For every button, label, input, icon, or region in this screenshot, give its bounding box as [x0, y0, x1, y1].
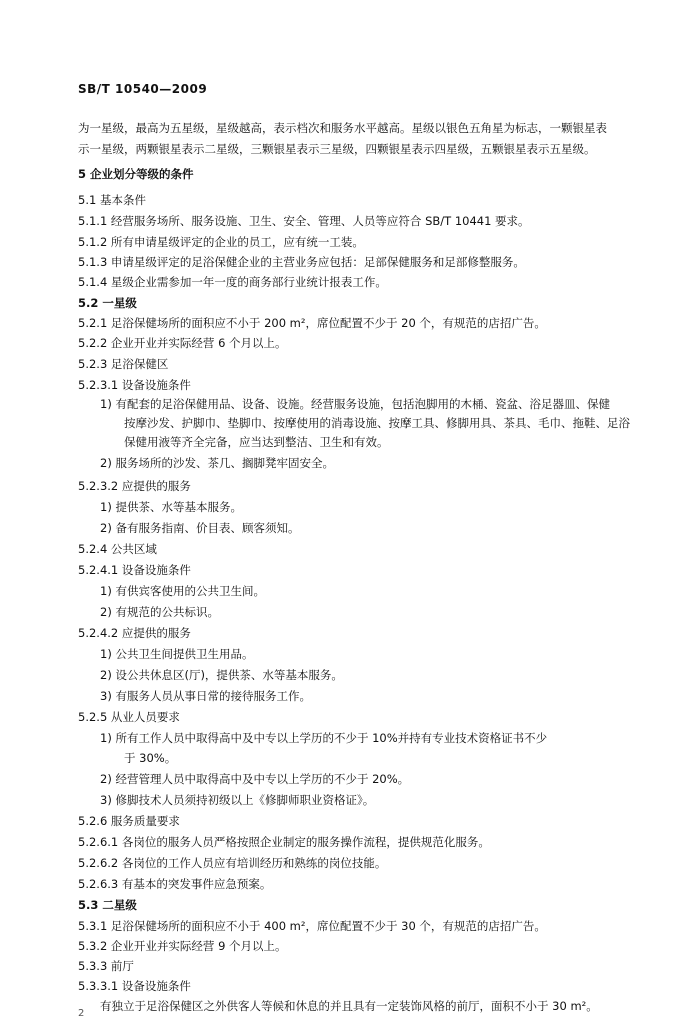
section-heading: 5.2.3.1 设备设施条件: [78, 378, 191, 392]
list-item: 1) 有配套的足浴保健用品、设备、设施。经营服务设施，包括泡脚用的木桶、瓷盆、浴足器皿、保健: [100, 397, 610, 411]
list-item-continuation: 于 30%。: [124, 751, 177, 765]
section-heading: 5.2.4.2 应提供的服务: [78, 626, 191, 640]
clause: 5.2.6.2 各岗位的工作人员应有培训经历和熟练的岗位技能。: [78, 856, 387, 870]
list-item: 1) 所有工作人员中取得高中及中专以上学历的不少于 10%并持有专业技术资格证书不少: [100, 731, 548, 745]
page-number: 2: [78, 1008, 85, 1019]
list-item: 1) 有供宾客使用的公共卫生间。: [100, 584, 265, 598]
section-heading: 5.2.4 公共区域: [78, 542, 157, 556]
section-heading: 5.2 一星级: [78, 296, 137, 310]
list-item: 1) 公共卫生间提供卫生用品。: [100, 647, 254, 661]
paragraph-line: 示一星级，两颗银星表示二星级，三颗银星表示三星级，四颗银星表示四星级，五颗银星表示五星级。: [78, 142, 596, 156]
clause: 5.3.1 足浴保健场所的面积应不小于 400 m²，席位配置不少于 30 个，有规范的店招广告。: [78, 919, 546, 933]
list-item: 2) 备有服务指南、价目表、顾客须知。: [100, 521, 300, 535]
clause: 5.1.3 申请星级评定的足浴保健企业的主营业务应包括：足部保健服务和足部修整服务。: [78, 255, 525, 269]
paragraph-line: 为一星级，最高为五星级，星级越高，表示档次和服务水平越高。星级以银色五角星为标志，一颗银星表: [78, 121, 607, 135]
section-heading: 5.2.4.1 设备设施条件: [78, 563, 191, 577]
section-heading: 5.2.6 服务质量要求: [78, 814, 180, 828]
section-heading: 5.3.3.1 设备设施条件: [78, 979, 191, 993]
list-item: 3) 修脚技术人员须持初级以上《修脚师职业资格证》。: [100, 793, 375, 807]
clause: 5.2.1 足浴保健场所的面积应不小于 200 m²，席位配置不少于 20 个，有规范的店招广告。: [78, 316, 546, 330]
list-item: 2) 服务场所的沙发、茶几、搁脚凳牢固安全。: [100, 456, 334, 470]
section-heading: 5.2.3 足浴保健区: [78, 357, 169, 371]
section-heading: 5.3 二星级: [78, 898, 137, 912]
clause: 5.2.6.1 各岗位的服务人员严格按照企业制定的服务操作流程，提供规范化服务。: [78, 835, 490, 849]
clause: 5.1.4 星级企业需参加一年一度的商务部行业统计报表工作。: [78, 275, 387, 289]
list-item: 1) 提供茶、水等基本服务。: [100, 500, 242, 514]
section-heading: 5 企业划分等级的条件: [78, 167, 194, 181]
section-heading: 5.2.3.2 应提供的服务: [78, 479, 191, 493]
clause: 5.2.2 企业开业并实际经营 6 个月以上。: [78, 336, 287, 350]
section-heading: 5.3.3 前厅: [78, 959, 134, 973]
list-item: 2) 经营管理人员中取得高中及中专以上学历的不少于 20%。: [100, 772, 410, 786]
list-item-continuation: 按摩沙发、护脚巾、垫脚巾、按摩使用的消毒设施、按摩工具、修脚用具、茶具、毛巾、拖鞋、足浴: [124, 416, 630, 430]
list-item: 3) 有服务人员从事日常的接待服务工作。: [100, 689, 311, 703]
section-heading: 5.2.5 从业人员要求: [78, 710, 180, 724]
list-item-continuation: 保健用液等齐全完备，应当达到整洁、卫生和有效。: [124, 435, 389, 449]
list-item: 2) 有规范的公共标识。: [100, 605, 219, 619]
clause: 5.1.2 所有申请星级评定的企业的员工，应有统一工装。: [78, 235, 364, 249]
list-item: 2) 设公共休息区(厅)，提供茶、水等基本服务。: [100, 668, 343, 682]
clause: 5.3.2 企业开业并实际经营 9 个月以上。: [78, 939, 287, 953]
paragraph-line: 有独立于足浴保健区之外供客人等候和休息的并且具有一定装饰风格的前厅，面积不小于 30 m²。: [100, 999, 598, 1013]
standard-code: SB/T 10540—2009: [78, 82, 208, 96]
clause: 5.1.1 经营服务场所、服务设施、卫生、安全、管理、人员等应符合 SB/T 10441 要求。: [78, 214, 530, 228]
clause: 5.2.6.3 有基本的突发事件应急预案。: [78, 877, 272, 891]
section-heading: 5.1 基本条件: [78, 193, 146, 207]
